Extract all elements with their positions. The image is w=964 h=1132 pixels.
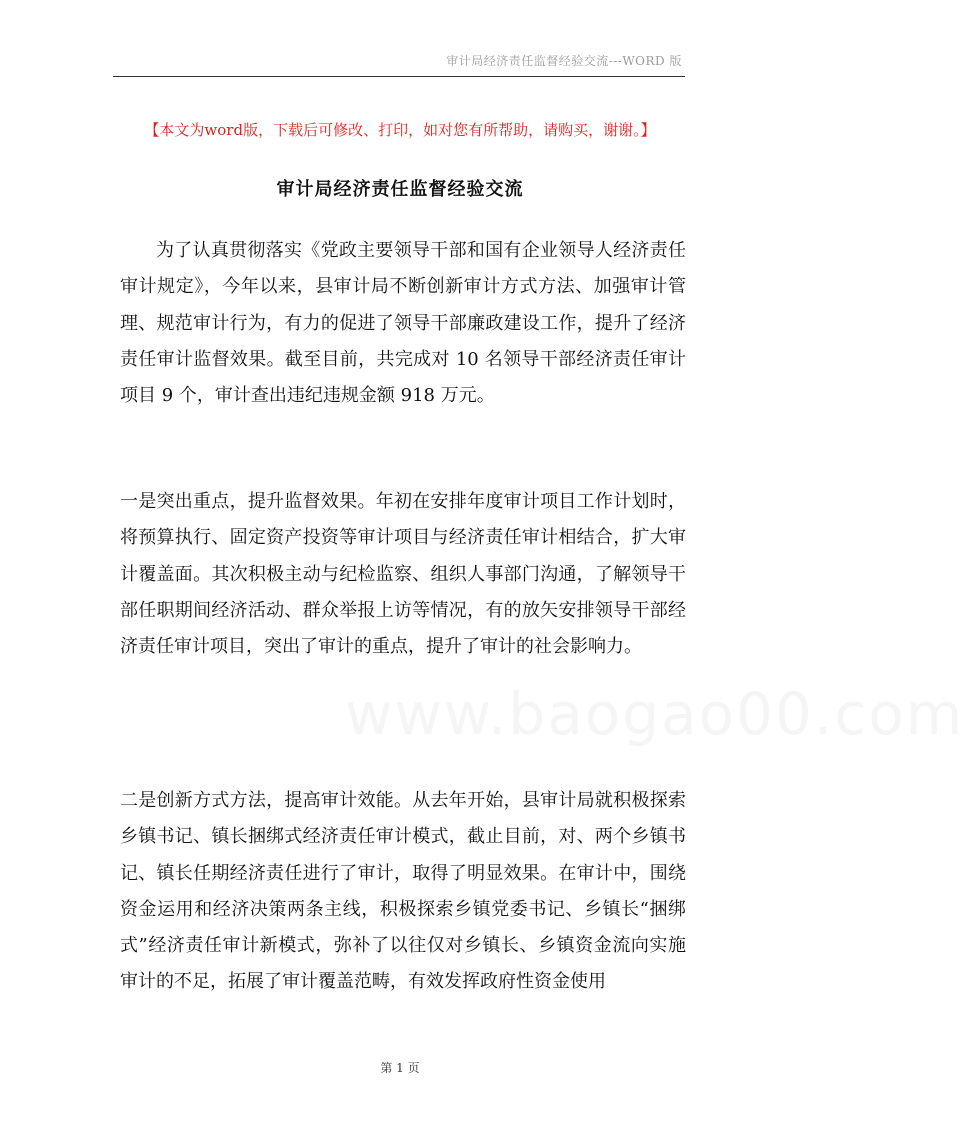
document-title: 审计局经济责任监督经验交流 xyxy=(276,179,524,200)
watermark: www.baogao00.com xyxy=(345,680,964,748)
header-divider xyxy=(113,76,685,77)
running-header: 审计局经济责任监督经验交流---WORD 版 xyxy=(446,54,682,68)
body-paragraph-3: 二是创新方式方法，提高审计效能。从去年开始，县审计局就积极探索乡镇书记、镇长捆绑式经济责任审计模式，截止目前，对、两个乡镇书记、镇长任期经济责任进行了审计，取得了明显效果。在审计中，围绕资金运用和经济决策两条主线，积极探索乡镇党委书记、乡镇长“捆绑式”经济责任审计新模式，弥补了以往仅对乡镇长、乡镇资金流向实施审计的不足，拓展了审计覆盖范畴，有效发挥政府性资金使用 xyxy=(120,790,686,993)
body-paragraph-1: 为了认真贯彻落实《党政主要领导干部和国有企业领导人经济责任审计规定》，今年以来，县审计局不断创新审计方式方法、加强审计管理、规范审计行为，有力的促进了领导干部廉政建设工作，提升了经济责任审计监督效果。截至目前，共完成对 10 名领导干部经济责任审计项目 9 个，审计查出违纪违规金额 918 万元。 xyxy=(120,240,686,407)
body-paragraph-2: 一是突出重点，提升监督效果。年初在安排年度审计项目工作计划时，将预算执行、固定资产投资等审计项目与经济责任审计相结合，扩大审计覆盖面。其次积极主动与纪检监察、组织人事部门沟通，了解领导干部任职期间经济活动、群众举报上访等情况，有的放矢安排领导干部经济责任审计项目，突出了审计的重点，提升了审计的社会影响力。 xyxy=(120,491,686,658)
purchase-notice: 【本文为word版，下载后可修改、打印，如对您有所帮助，请购买，谢谢。】 xyxy=(144,121,656,139)
page-number: 第 1 页 xyxy=(380,1061,420,1075)
